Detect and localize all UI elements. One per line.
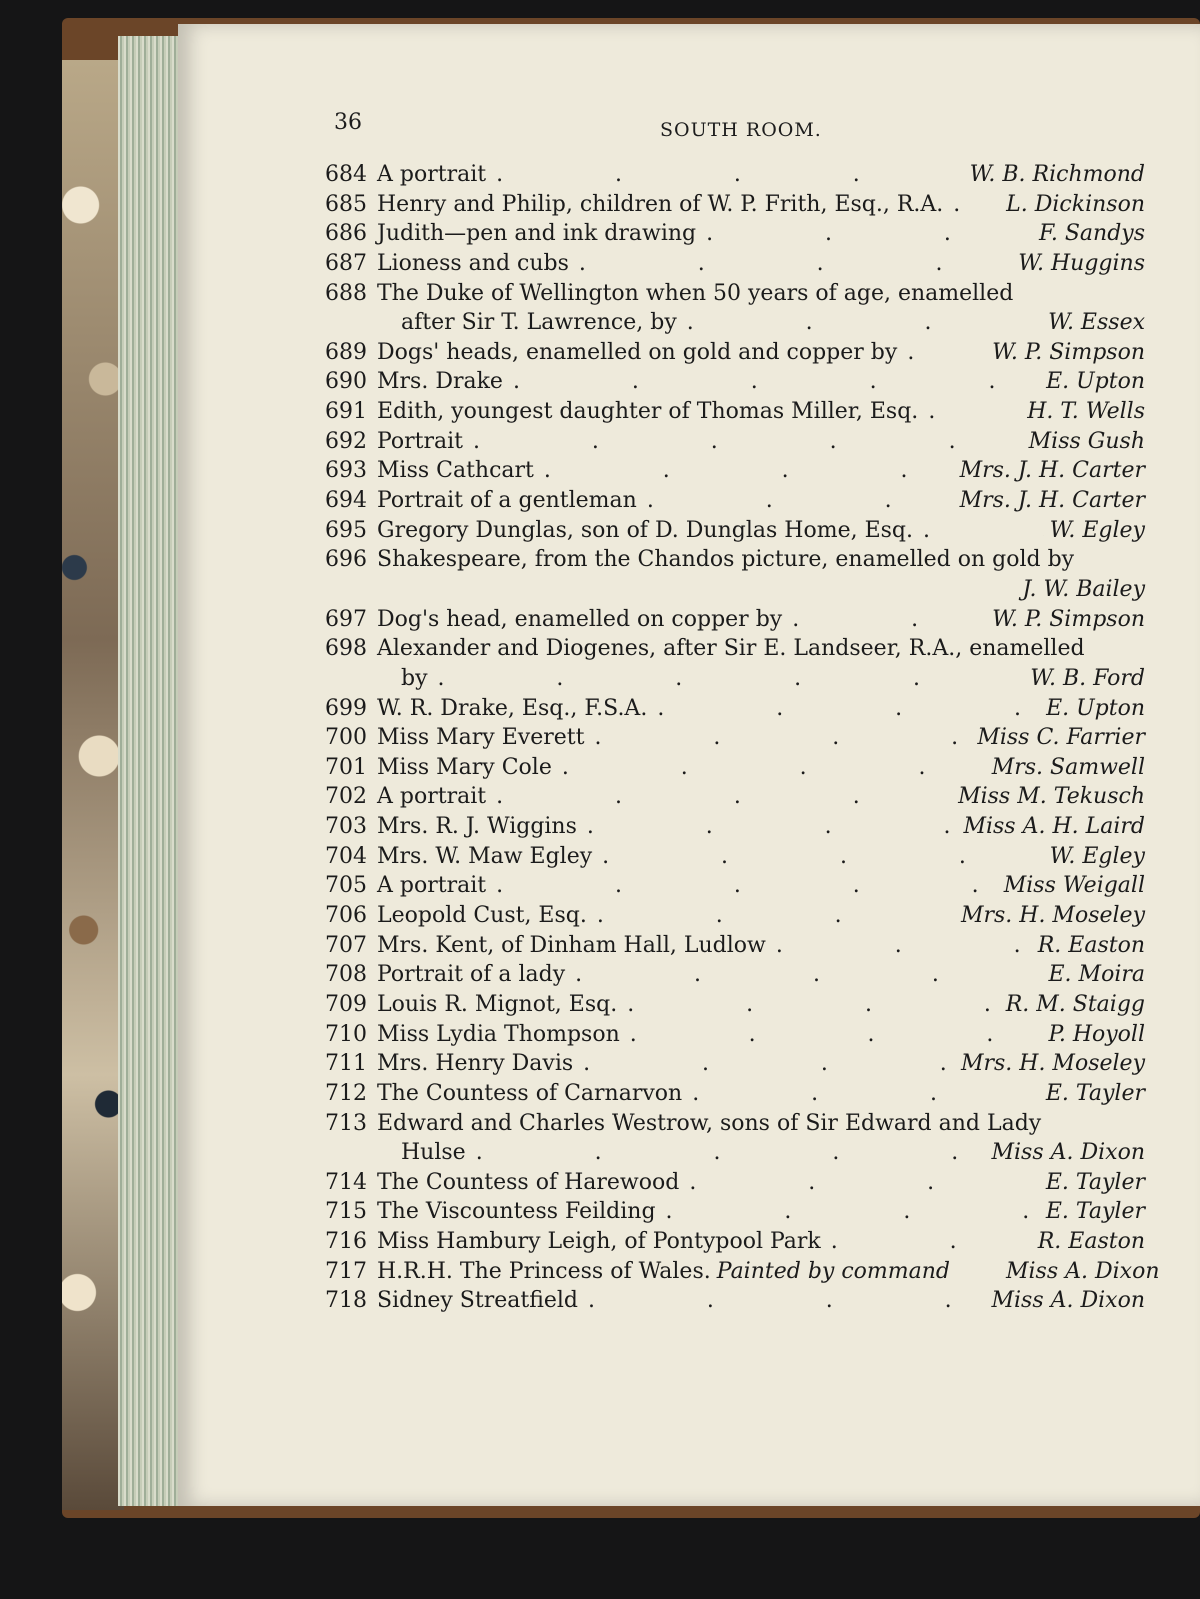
- entry-artist: W. P. Simpson: [992, 606, 1145, 632]
- leader-dots: [486, 160, 964, 190]
- catalogue-entry: [325, 456, 1145, 486]
- entry-artist: W. P. Simpson: [992, 339, 1145, 365]
- leader-dots: [486, 782, 952, 812]
- catalogue-entry: [325, 634, 1145, 664]
- catalogue-entry: [325, 160, 1145, 190]
- entry-artist: F. Sandys: [1039, 221, 1145, 247]
- entry-title: Dog's head, enamelled on copper by: [377, 606, 783, 632]
- entry-title: Mrs. Drake: [377, 369, 503, 395]
- entry-title-continued: Hulse: [401, 1140, 466, 1166]
- leader-dots: [677, 308, 1042, 338]
- catalogue-entry: [325, 1079, 1145, 1109]
- catalogue-entry: [325, 605, 1145, 635]
- entry-title: Mrs. Henry Davis: [377, 1051, 574, 1077]
- entry-number: 718: [325, 1288, 367, 1314]
- leader-dots: [587, 901, 955, 931]
- entry-title: Edward and Charles Westrow, sons of Sir Edward and Lady: [377, 1110, 1042, 1136]
- entry-number: 691: [325, 399, 367, 425]
- entry-artist: Miss A. H. Laird: [963, 814, 1145, 840]
- catalogue-entry: [325, 249, 1145, 279]
- entry-number: 715: [325, 1199, 367, 1225]
- entry-title: The Viscountess Feilding: [377, 1199, 656, 1225]
- entry-artist: P. Hoyoll: [1048, 1021, 1145, 1047]
- entry-title: Portrait of a gentleman: [377, 488, 637, 514]
- entry-title: Portrait of a lady: [377, 962, 566, 988]
- entry-number: 708: [325, 962, 367, 988]
- entry-number: 714: [325, 1169, 367, 1195]
- entry-artist: W. B. Ford: [1030, 665, 1145, 691]
- entry-number: 689: [325, 339, 367, 365]
- entry-title: Miss Lydia Thompson: [377, 1021, 620, 1047]
- leader-dots: [552, 753, 986, 783]
- catalogue-entry: [325, 782, 1145, 812]
- leader-dots: [656, 1197, 1040, 1227]
- entry-artist: W. Egley: [1049, 843, 1145, 869]
- entry-number: 704: [325, 843, 367, 869]
- entry-number: 698: [325, 636, 367, 662]
- leader-dots: [897, 338, 986, 368]
- leader-dots: [592, 842, 1043, 872]
- entry-artist: H. T. Wells: [1027, 399, 1145, 425]
- entry-title: A portrait: [377, 162, 487, 187]
- entry-title: Miss Hambury Leigh, of Pontypool Park: [377, 1229, 821, 1255]
- entry-artist: Miss C. Farrier: [977, 725, 1145, 751]
- entry-title: Miss Mary Cole: [377, 754, 552, 780]
- entry-artist: W. Huggins: [1018, 250, 1145, 276]
- leader-dots: [573, 1049, 955, 1079]
- entry-number: 693: [325, 458, 367, 484]
- entry-number: 695: [325, 517, 367, 543]
- catalogue-entry: [325, 1286, 1145, 1316]
- entry-title-continued: after Sir T. Lawrence, by: [401, 310, 677, 336]
- entry-title: Lioness and cubs: [377, 250, 569, 276]
- leader-dots: [679, 1168, 1040, 1198]
- entry-number: 688: [325, 280, 367, 306]
- catalogue-entry-continuation: [325, 308, 1145, 338]
- leader-dots: [466, 1138, 986, 1168]
- catalogue-entry: [325, 1109, 1145, 1139]
- leader-dots: [463, 427, 1023, 457]
- catalogue-entry: [325, 486, 1145, 516]
- catalogue-entry: [325, 960, 1145, 990]
- entry-artist: Miss A. Dixon: [1005, 1258, 1160, 1284]
- entry-title: Dogs' heads, enamelled on gold and copper by: [377, 339, 898, 365]
- entry-number: 692: [325, 428, 367, 454]
- leader-dots: [943, 190, 1000, 220]
- entry-title: The Duke of Wellington when 50 years of age, enamelled: [377, 280, 1014, 306]
- entry-number: 702: [325, 784, 367, 810]
- catalogue-entry: [325, 367, 1145, 397]
- entry-title: Gregory Dunglas, son of D. Dunglas Home, Esq.: [377, 517, 914, 543]
- catalogue-entry: [325, 842, 1145, 872]
- entry-artist: W. Egley: [1049, 517, 1145, 543]
- entry-artist: Miss A. Dixon: [991, 1288, 1145, 1314]
- catalogue-entry: [325, 990, 1145, 1020]
- entry-number: 705: [325, 873, 367, 899]
- leader-dots: [577, 812, 958, 842]
- catalogue-entry: [325, 397, 1145, 427]
- entry-title: Mrs. W. Maw Egley: [377, 843, 593, 869]
- catalogue-entry: [325, 545, 1145, 575]
- leader-dots: [821, 1227, 1032, 1257]
- entry-artist: Mrs. Samwell: [991, 754, 1145, 780]
- leader-dots: [918, 397, 1021, 427]
- catalogue-entry-continuation: [325, 1138, 1145, 1168]
- catalogue-entry: [325, 1168, 1145, 1198]
- entry-artist: R. M. Staigg: [1005, 991, 1145, 1017]
- entry-number: 709: [325, 991, 367, 1017]
- leader-dots: [617, 990, 999, 1020]
- entry-title: Shakespeare, from the Chandos picture, enamelled on gold by: [377, 547, 1075, 573]
- entry-number: 690: [325, 369, 367, 395]
- entry-artist: E. Tayler: [1045, 1199, 1145, 1225]
- entry-title: Mrs. Kent, of Dinham Hall, Ludlow: [377, 932, 766, 958]
- entry-number: 711: [325, 1051, 367, 1077]
- entry-artist: Mrs. H. Moseley: [960, 903, 1145, 929]
- entry-number: 696: [325, 547, 367, 573]
- entry-artist: Miss Weigall: [1003, 873, 1145, 899]
- catalogue-entry: [325, 1197, 1145, 1227]
- catalogue-entry: [325, 812, 1145, 842]
- catalogue-entry: [325, 279, 1145, 309]
- catalogue-entry-continuation: [325, 664, 1145, 694]
- leader-dots: [913, 516, 1044, 546]
- running-head: SOUTH ROOM.: [660, 119, 822, 141]
- entry-title: Henry and Philip, children of W. P. Frith, Esq., R.A.: [377, 191, 944, 217]
- catalogue-entry: [325, 723, 1145, 753]
- entry-title: A portrait: [377, 873, 487, 899]
- entry-number: 700: [325, 725, 367, 751]
- entry-artist: L. Dickinson: [1006, 191, 1145, 217]
- entry-title: W. R. Drake, Esq., F.S.A.: [377, 695, 648, 721]
- page-number: 36: [334, 110, 362, 135]
- entry-artist: E. Tayler: [1045, 1169, 1145, 1195]
- entry-number: 712: [325, 1080, 367, 1106]
- entry-title: A portrait: [377, 784, 487, 810]
- entry-artist: Miss A. Dixon: [991, 1140, 1145, 1166]
- entry-title: Mrs. R. J. Wiggins: [377, 814, 577, 840]
- leader-dots: [647, 694, 1040, 724]
- entry-number: 701: [325, 754, 367, 780]
- catalogue-entry: [325, 516, 1145, 546]
- leader-dots: [578, 1286, 985, 1316]
- entry-artist: W. B. Richmond: [969, 162, 1145, 187]
- entry-title: Louis R. Mignot, Esq.: [377, 991, 618, 1017]
- leader-dots: [696, 219, 1033, 249]
- leader-dots: [620, 1020, 1043, 1050]
- catalogue-entry: [325, 901, 1145, 931]
- entry-artist: Miss M. Tekusch: [958, 784, 1145, 810]
- entry-title: H.R.H. The Princess of Wales.: [377, 1258, 711, 1284]
- entry-number: 699: [325, 695, 367, 721]
- entry-title-continued: by: [401, 665, 428, 691]
- catalogue-list: [325, 160, 1160, 1316]
- entry-number: 703: [325, 814, 367, 840]
- entry-artist: Mrs. J. H. Carter: [959, 458, 1145, 484]
- entry-artist: E. Upton: [1046, 369, 1145, 395]
- entry-number: 685: [325, 191, 367, 217]
- leader-dots: [637, 486, 954, 516]
- leader-dots: [534, 456, 954, 486]
- leader-dots: [428, 664, 1025, 694]
- leader-dots: [569, 249, 1012, 279]
- leader-dots: [565, 960, 1042, 990]
- catalogue-entry-continuation: [325, 575, 1145, 605]
- leader-dots: [486, 871, 998, 901]
- entry-title: Alexander and Diogenes, after Sir E. Landseer, R.A., enamelled: [377, 636, 1085, 662]
- entry-number: 697: [325, 606, 367, 632]
- entry-artist: R. Easton: [1037, 1229, 1145, 1255]
- entry-artist: R. Easton: [1037, 932, 1145, 958]
- catalogue-entry: [325, 871, 1145, 901]
- entry-number: 694: [325, 488, 367, 514]
- leader-dots: [584, 723, 971, 753]
- catalogue-entry: [325, 1049, 1145, 1079]
- marbled-edge: [62, 60, 124, 1510]
- entry-title: Edith, youngest daughter of Thomas Miller, Esq.: [377, 399, 919, 425]
- entry-title: Sidney Streatfield: [377, 1288, 579, 1314]
- entry-artist: J. W. Bailey: [1022, 576, 1145, 602]
- entry-title: The Countess of Harewood: [377, 1169, 680, 1195]
- entry-artist: Mrs. H. Moseley: [960, 1051, 1145, 1077]
- entry-artist: W. Essex: [1048, 310, 1145, 336]
- catalogue-entry: [325, 338, 1145, 368]
- catalogue-entry: [325, 1227, 1145, 1257]
- entry-artist: Miss Gush: [1028, 428, 1145, 454]
- entry-number: 707: [325, 932, 367, 958]
- leader-dots: [782, 605, 986, 635]
- catalogue-entry: [325, 753, 1145, 783]
- catalogue-entry: [325, 1020, 1145, 1050]
- entry-number: 717: [325, 1258, 367, 1284]
- entry-title: Miss Cathcart: [377, 458, 534, 484]
- entry-title: Judith—pen and ink drawing: [377, 221, 697, 247]
- entry-title: The Countess of Carnarvon: [377, 1080, 683, 1106]
- catalogue-entry: [325, 931, 1145, 961]
- entry-title: Portrait: [377, 428, 464, 454]
- entry-note: Painted by command: [716, 1258, 950, 1284]
- leader-dots: [766, 931, 1032, 961]
- entry-artist: E. Tayler: [1045, 1080, 1145, 1106]
- entry-number: 687: [325, 250, 367, 276]
- entry-artist: E. Upton: [1046, 695, 1145, 721]
- entry-number: 706: [325, 903, 367, 929]
- entry-number: 713: [325, 1110, 367, 1136]
- catalogue-entry: [325, 427, 1145, 457]
- catalogue-entry: [325, 694, 1145, 724]
- catalogue-entry: [325, 190, 1145, 220]
- entry-title: Leopold Cust, Esq.: [377, 903, 587, 929]
- leader-dots: [682, 1079, 1040, 1109]
- entry-artist: E. Moira: [1048, 962, 1145, 988]
- catalogue-entry: [325, 219, 1145, 249]
- entry-number: 684: [325, 162, 367, 187]
- entry-number: 716: [325, 1229, 367, 1255]
- entry-number: 710: [325, 1021, 367, 1047]
- leader-dots: [503, 367, 1040, 397]
- entry-title: Miss Mary Everett: [377, 725, 585, 751]
- entry-number: 686: [325, 221, 367, 247]
- entry-artist: Mrs. J. H. Carter: [959, 488, 1145, 514]
- catalogue-entry: [325, 1257, 1160, 1287]
